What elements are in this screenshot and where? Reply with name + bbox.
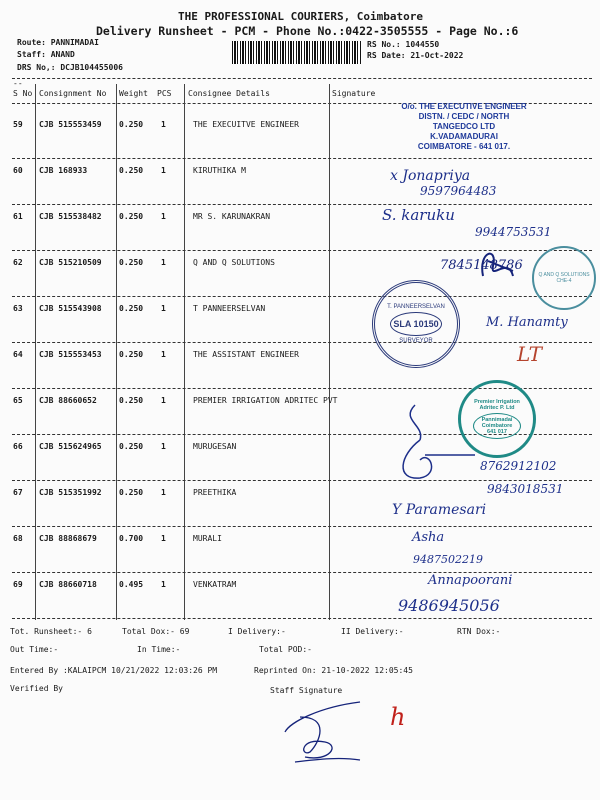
cell-pcs: 1 <box>161 166 166 175</box>
runsheet-subtitle: Delivery Runsheet - PCM - Phone No.:0422-3505555 - Page No.:6 <box>96 24 519 38</box>
column-line <box>329 84 330 620</box>
verified-by: Verified By <box>10 684 63 693</box>
cell-sno: 63 <box>13 304 23 313</box>
in-time: In Time:- <box>137 645 181 654</box>
column-line <box>35 84 36 620</box>
cell-weight: 0.250 <box>119 442 144 451</box>
total-runsheet: Tot. Runsheet:- 6 <box>10 627 92 636</box>
signature-row64: LT <box>517 342 542 366</box>
phone-row61: 9944753531 <box>475 225 552 239</box>
ii-delivery: II Delivery:- <box>341 627 404 636</box>
stamp-line: DISTN. / CEDC / NORTH <box>418 112 510 121</box>
cell-consignment: CJB 515543908 <box>39 304 102 313</box>
cell-consignment: CJB 515351992 <box>39 488 102 497</box>
dash-mark: -- <box>13 79 23 88</box>
signature-row61: S. karuku <box>382 206 455 224</box>
route: Route: PANNIMADAI <box>17 38 99 47</box>
row-divider <box>12 296 592 297</box>
phone-row69: 9486945056 <box>398 596 500 615</box>
cell-sno: 64 <box>13 350 23 359</box>
cell-pcs: 1 <box>161 580 166 589</box>
rtn-dox: RTN Dox:- <box>457 627 501 636</box>
signature-row68: Asha <box>412 530 445 545</box>
row-divider <box>12 480 592 481</box>
rs-number: RS No.: 1044550 <box>367 40 440 49</box>
cell-consignment: CJB 168933 <box>39 166 88 175</box>
cell-sno: 61 <box>13 212 23 221</box>
staff-signature-label: Staff Signature <box>270 686 343 695</box>
cell-consignment: CJB 88868679 <box>39 534 97 543</box>
total-dox: Total Dox:- 69 <box>122 627 190 636</box>
cell-weight: 0.250 <box>119 120 144 129</box>
stamp-panneerselvan <box>372 280 460 368</box>
cell-consignment: CJB 515553453 <box>39 350 102 359</box>
stamp-line: SLA 10150 <box>390 312 441 336</box>
phone-row60: 9597964483 <box>420 184 497 198</box>
stamp-line: SURVEYOR <box>399 338 433 344</box>
signature-scribble-row65-66 <box>395 400 485 490</box>
cell-sno: 69 <box>13 580 23 589</box>
cell-sno: 66 <box>13 442 23 451</box>
stamp-line: COIMBATORE - 641 017. <box>417 142 511 151</box>
rs-date: RS Date: 21-Oct-2022 <box>367 51 464 60</box>
cell-consignee: MURALI <box>193 534 222 543</box>
cell-weight: 0.250 <box>119 350 144 359</box>
stamp-line: K.VADAMADURAI <box>430 132 498 141</box>
row-divider <box>12 158 592 159</box>
cell-consignment: CJB 88660652 <box>39 396 97 405</box>
cell-pcs: 1 <box>161 212 166 221</box>
column-line <box>116 84 117 620</box>
cell-pcs: 1 <box>161 488 166 497</box>
col-sno: S No <box>13 89 33 98</box>
cell-consignment: CJB 515210509 <box>39 258 102 267</box>
signature-row63: M. Hanamty <box>486 315 568 330</box>
row-divider <box>12 342 592 343</box>
cell-consignee: THE EXECUITVE ENGINEER <box>193 120 299 129</box>
cell-consignment: CJB 515553459 <box>39 120 102 129</box>
cell-consignee: MURUGESAN <box>193 442 237 451</box>
column-line <box>184 84 185 620</box>
signature-row69: Annapoorani <box>428 573 513 588</box>
stamp-line: Premier Irrigation Adritec P. Ltd <box>474 399 520 411</box>
cell-consignee: PREMIER IRRIGATION ADRITEC PVT <box>193 396 338 405</box>
signature-scribble-row62 <box>478 246 518 286</box>
cell-weight: 0.250 <box>119 212 144 221</box>
staff-signature-scribble <box>270 697 380 777</box>
cell-consignee: KIRUTHIKA M <box>193 166 246 175</box>
row-divider <box>12 618 592 619</box>
cell-consignment: CJB 515538482 <box>39 212 102 221</box>
cell-consignee: T PANNEERSELVAN <box>193 304 266 313</box>
cell-weight: 0.700 <box>119 534 144 543</box>
cell-pcs: 1 <box>161 304 166 313</box>
signature-row67: Y Paramesari <box>392 502 487 518</box>
reprinted-on: Reprinted On: 21-10-2022 12:05:45 <box>254 666 413 675</box>
entered-by: Entered By :KALAIPCM 10/21/2022 12:03:26 PM <box>10 666 218 675</box>
cell-sno: 67 <box>13 488 23 497</box>
col-consignment: Consignment No <box>39 89 107 98</box>
i-delivery: I Delivery:- <box>228 627 286 636</box>
col-pcs: PCS <box>157 89 172 98</box>
staff-sign-mark: h <box>390 703 406 731</box>
cell-weight: 0.250 <box>119 166 144 175</box>
cell-sno: 62 <box>13 258 23 267</box>
row-divider <box>12 204 592 205</box>
barcode <box>232 41 362 64</box>
stamp-line: Q AND Q SOLUTIONS <box>538 272 590 278</box>
cell-pcs: 1 <box>161 120 166 129</box>
cell-pcs: 1 <box>161 442 166 451</box>
signature-row60: x Jonapriya <box>390 168 471 184</box>
cell-pcs: 1 <box>161 534 166 543</box>
row-divider <box>12 526 592 527</box>
stamp-line: O/o. THE EXECUTIVE ENGINEER <box>401 102 527 111</box>
cell-consignee: MR S. KARUNAKRAN <box>193 212 271 221</box>
phone-row67: 9843018531 <box>487 482 564 496</box>
stamp-qq-solutions <box>532 246 596 310</box>
stamp-line: T. PANNEERSELVAN <box>387 304 445 310</box>
stamp-line: CHE-4 <box>556 278 572 284</box>
cell-sno: 65 <box>13 396 23 405</box>
cell-weight: 0.250 <box>119 488 144 497</box>
cell-consignment: CJB 515624965 <box>39 442 102 451</box>
cell-pcs: 1 <box>161 258 166 267</box>
drs-number: DRS No,: DCJB104455006 <box>17 63 123 72</box>
cell-weight: 0.250 <box>119 304 144 313</box>
cell-consignment: CJB 88660718 <box>39 580 97 589</box>
stamp-line: Pannimadai Coimbatore 641 017 <box>473 413 521 439</box>
staff: Staff: ANAND <box>17 50 75 59</box>
total-pod: Total POD:- <box>259 645 312 654</box>
out-time: Out Time:- <box>10 645 59 654</box>
col-signature: Signature <box>332 89 376 98</box>
stamp-line: TANGEDCO LTD <box>432 122 496 131</box>
stamp-executive-engineer <box>399 102 529 152</box>
cell-weight: 0.250 <box>119 396 144 405</box>
cell-consignee: Q AND Q SOLUTIONS <box>193 258 275 267</box>
cell-weight: 0.250 <box>119 258 144 267</box>
cell-consignee: PREETHIKA <box>193 488 237 497</box>
phone-row62: 7845148786 <box>440 258 523 273</box>
cell-sno: 68 <box>13 534 23 543</box>
company-title: THE PROFESSIONAL COURIERS, Coimbatore <box>178 10 424 23</box>
phone-row68: 9487502219 <box>413 553 483 566</box>
cell-sno: 59 <box>13 120 23 129</box>
cell-weight: 0.495 <box>119 580 144 589</box>
divider <box>12 78 592 79</box>
cell-consignee: THE ASSISTANT ENGINEER <box>193 350 299 359</box>
col-weight: Weight <box>119 89 148 98</box>
cell-consignee: VENKATRAM <box>193 580 237 589</box>
cell-pcs: 1 <box>161 396 166 405</box>
col-consignee: Consignee Details <box>188 89 270 98</box>
cell-sno: 60 <box>13 166 23 175</box>
cell-pcs: 1 <box>161 350 166 359</box>
phone-row66: 8762912102 <box>480 459 557 473</box>
